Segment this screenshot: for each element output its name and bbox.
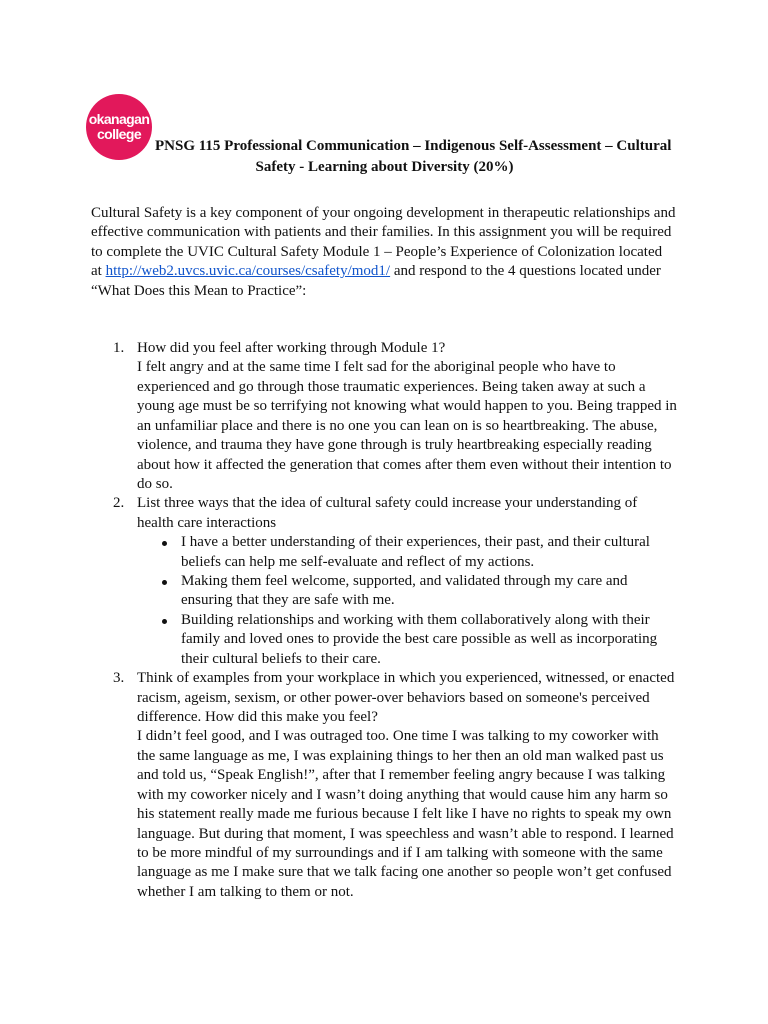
intro-line: effective communication with patients and their families. In this assignment you will be required	[91, 224, 672, 241]
bullet-item-line: their cultural beliefs to their care.	[181, 650, 381, 667]
bullet-text: Building relationships and working with them collaboratively along with their	[181, 611, 650, 628]
questions-list	[0, 339, 768, 902]
answer-line: I felt angry and at the same time I felt sad for the aboriginal people who have to	[137, 359, 616, 376]
document-title-line-2: Safety - Learning about Diversity (20%)	[255, 159, 514, 175]
answer-line: young age must be so terrifying not knowing what would happen to you. Being trapped in	[137, 398, 677, 415]
document-title-line-1: PNSG 115 Professional Communication – Indigenous Self-Assessment – Cultural	[155, 138, 672, 154]
bullet-icon	[162, 619, 167, 624]
question-prompt-line: health care interactions	[137, 514, 277, 531]
bullet-item-line	[0, 572, 768, 591]
answer-line: to be more mindful of my surroundings and if I am talking with someone with the same	[137, 844, 663, 861]
intro-line-with-link	[91, 262, 675, 281]
answer-line: experienced and go through those traumatic experiences. Being taken away at such a	[137, 378, 646, 395]
intro-line: to complete the UVIC Cultural Safety Module 1 – People’s Experience of Colonization located	[91, 243, 663, 260]
intro-line: Cultural Safety is a key component of your ongoing development in therapeutic relationships and	[91, 205, 676, 221]
question-prompt-line	[0, 339, 768, 358]
intro-link-suffix: and respond to the 4 questions located under	[393, 263, 661, 280]
bullet-item-line: family and loved ones to provide the best care possible as well as incorporating	[181, 631, 658, 648]
logo-text-college: college	[96, 126, 142, 142]
logo-text-okanagan: okanagan	[88, 111, 150, 127]
answer-line: language. But during that moment, I was speechless and wasn’t able to respond. I learned	[137, 825, 674, 842]
answer-line: language as me I make sure that we talk facing one another so people won’t get confused	[137, 864, 672, 881]
answer-line: I didn’t feel good, and I was outraged too. One time I was talking to my coworker with	[137, 728, 659, 745]
answer-line: an unfamiliar place and there is no one you can lean on is so heartbreaking. The abuse,	[137, 417, 658, 434]
answer-line: whether I am talking to them or not.	[137, 883, 354, 900]
question-prompt-line	[0, 494, 768, 513]
bullet-item-line	[0, 533, 768, 552]
intro-line: “What Does this Mean to Practice”:	[91, 282, 307, 299]
answer-line: the same language as me, I was explaining things to her then an old man walked past us	[137, 747, 664, 764]
intro-link-prefix: at	[91, 263, 102, 280]
bullet-text: I have a better understanding of their experiences, their past, and their cultural	[181, 534, 650, 551]
answer-line: do so.	[137, 475, 173, 492]
question-prompt-text: List three ways that the idea of cultural safety could increase your understanding of	[137, 495, 638, 512]
question-2	[0, 494, 768, 669]
question-number: 2.	[113, 495, 125, 512]
answer-line: and told us, “Speak English!”, after that I remember feeling angry because I was talking	[137, 767, 666, 784]
bullet-icon	[162, 580, 167, 585]
bullet-item-line: beliefs can help me self-evaluate and reflect of my actions.	[181, 553, 535, 570]
question-prompt-line: racism, ageism, sexism, or other power-over behaviors based on someone's perceived	[137, 689, 650, 706]
question-1	[0, 339, 768, 494]
answer-line: with my coworker nicely and I wasn’t doing anything that would cause him any harm so	[137, 786, 668, 803]
module-link[interactable]: http://web2.uvcs.uvic.ca/courses/csafety/mod1/	[105, 263, 391, 280]
okanagan-college-logo	[86, 94, 152, 160]
question-prompt-text: Think of examples from your workplace in which you experienced, witnessed, or enacted	[137, 670, 675, 687]
question-prompt-line: difference. How did this make you feel?	[137, 709, 378, 726]
answer-line: about how it affected the generation that comes after them even without their intention to	[137, 456, 672, 473]
bullet-item-line: ensuring that they are safe with me.	[181, 592, 395, 609]
intro-paragraph	[91, 204, 675, 301]
question-number: 3.	[113, 670, 125, 687]
question-number: 1.	[113, 340, 125, 356]
bullet-text: Making them feel welcome, supported, and validated through my care and	[181, 573, 628, 590]
question-3	[0, 669, 768, 902]
question-prompt-text: How did you feel after working through Module 1?	[137, 340, 446, 356]
answer-line: violence, and trauma they have gone through is truly heartbreaking especially reading	[137, 437, 652, 454]
answer-line: his statement really made me furious because I felt like I have no rights to speak my own	[137, 806, 672, 823]
bullet-item-line	[0, 611, 768, 630]
bullet-icon	[162, 541, 167, 546]
question-prompt-line	[0, 669, 768, 688]
